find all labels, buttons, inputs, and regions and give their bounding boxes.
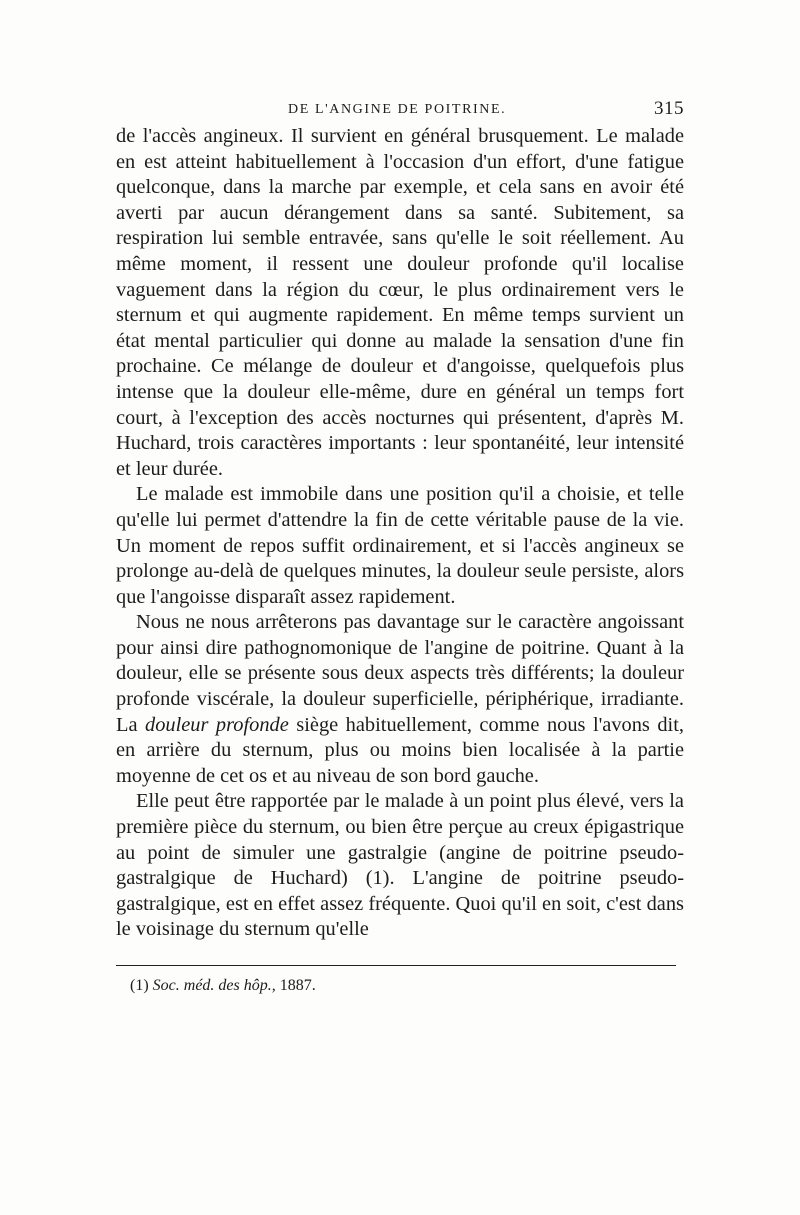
running-head [116, 96, 684, 124]
footnote-source: Soc. méd. des hôp., [152, 977, 276, 994]
paragraph-3-text-before: Nous ne nous arrêterons pas davantage sur le caractère angoissant pour ainsi dire pathognomonique de l'angine de poitrine. Quant à la douleur, elle se présente sous deux aspects très différents; la douleur profonde viscérale, la douleur superficielle, périphérique, irradiante. La [116, 611, 684, 736]
footnote [116, 976, 684, 996]
paragraph-4: Elle peut être rapportée par le malade à un point plus élevé, vers la première pièce du sternum, ou bien être perçue au creux épigastrique au point de simuler une gastralgie (angine de poitrine pseudo-gastralgique de Huchard) (1). L'angine de poitrine pseudo-gastralgique, est en effet assez fréquente. Quoi qu'il en soit, c'est dans le voisinage du sternum qu'elle [116, 790, 684, 941]
paragraph-3-italic-term: douleur profonde [145, 713, 289, 736]
body-text [116, 124, 684, 943]
paragraph-3-text-after: siège habituellement, comme nous l'avons dit, en arrière du sternum, plus ou moins bien localisée à la partie moyenne de cet os et au niveau de son bord gauche. [116, 713, 684, 787]
page-number: 315 [654, 98, 684, 119]
page [116, 96, 684, 996]
paragraph-1: de l'accès angineux. Il survient en général brusquement. Le malade en est atteint habituellement à l'occasion d'un effort, d'une fatigue quelconque, dans la marche par exemple, et cela sans en avoir été averti par aucun dérangement dans sa santé. Subitement, sa respiration lui semble entravée, sans qu'elle le soit réellement. Au même moment, il ressent une douleur profonde qu'il localise vaguement dans la région du cœur, le plus ordinairement vers le sternum et qui augmente rapidement. En même temps survient un état mental particulier qui donne au malade la sensation d'une fin prochaine. Ce mélange de douleur et d'angoisse, quelquefois plus intense que la douleur elle-même, dure en général un temps fort court, à l'exception des accès nocturnes qui présentent, d'après M. Huchard, trois caractères importants : leur spontanéité, leur intensité et leur durée. [116, 125, 684, 480]
paragraph-2: Le malade est immobile dans une position qu'il a choisie, et telle qu'elle lui permet d'attendre la fin de cette véritable pause de la vie. Un moment de repos suffit ordinairement, et si l'accès angineux se prolonge au-delà de quelques minutes, la douleur seule persiste, alors que l'angoisse disparaît assez rapidement. [116, 483, 684, 608]
footnote-marker: (1) [130, 977, 149, 994]
footnote-year: 1887. [279, 977, 316, 994]
paragraph-3 [116, 610, 684, 789]
running-head-title: DE L'ANGINE DE POITRINE. [288, 102, 507, 117]
footnote-rule [116, 965, 676, 966]
